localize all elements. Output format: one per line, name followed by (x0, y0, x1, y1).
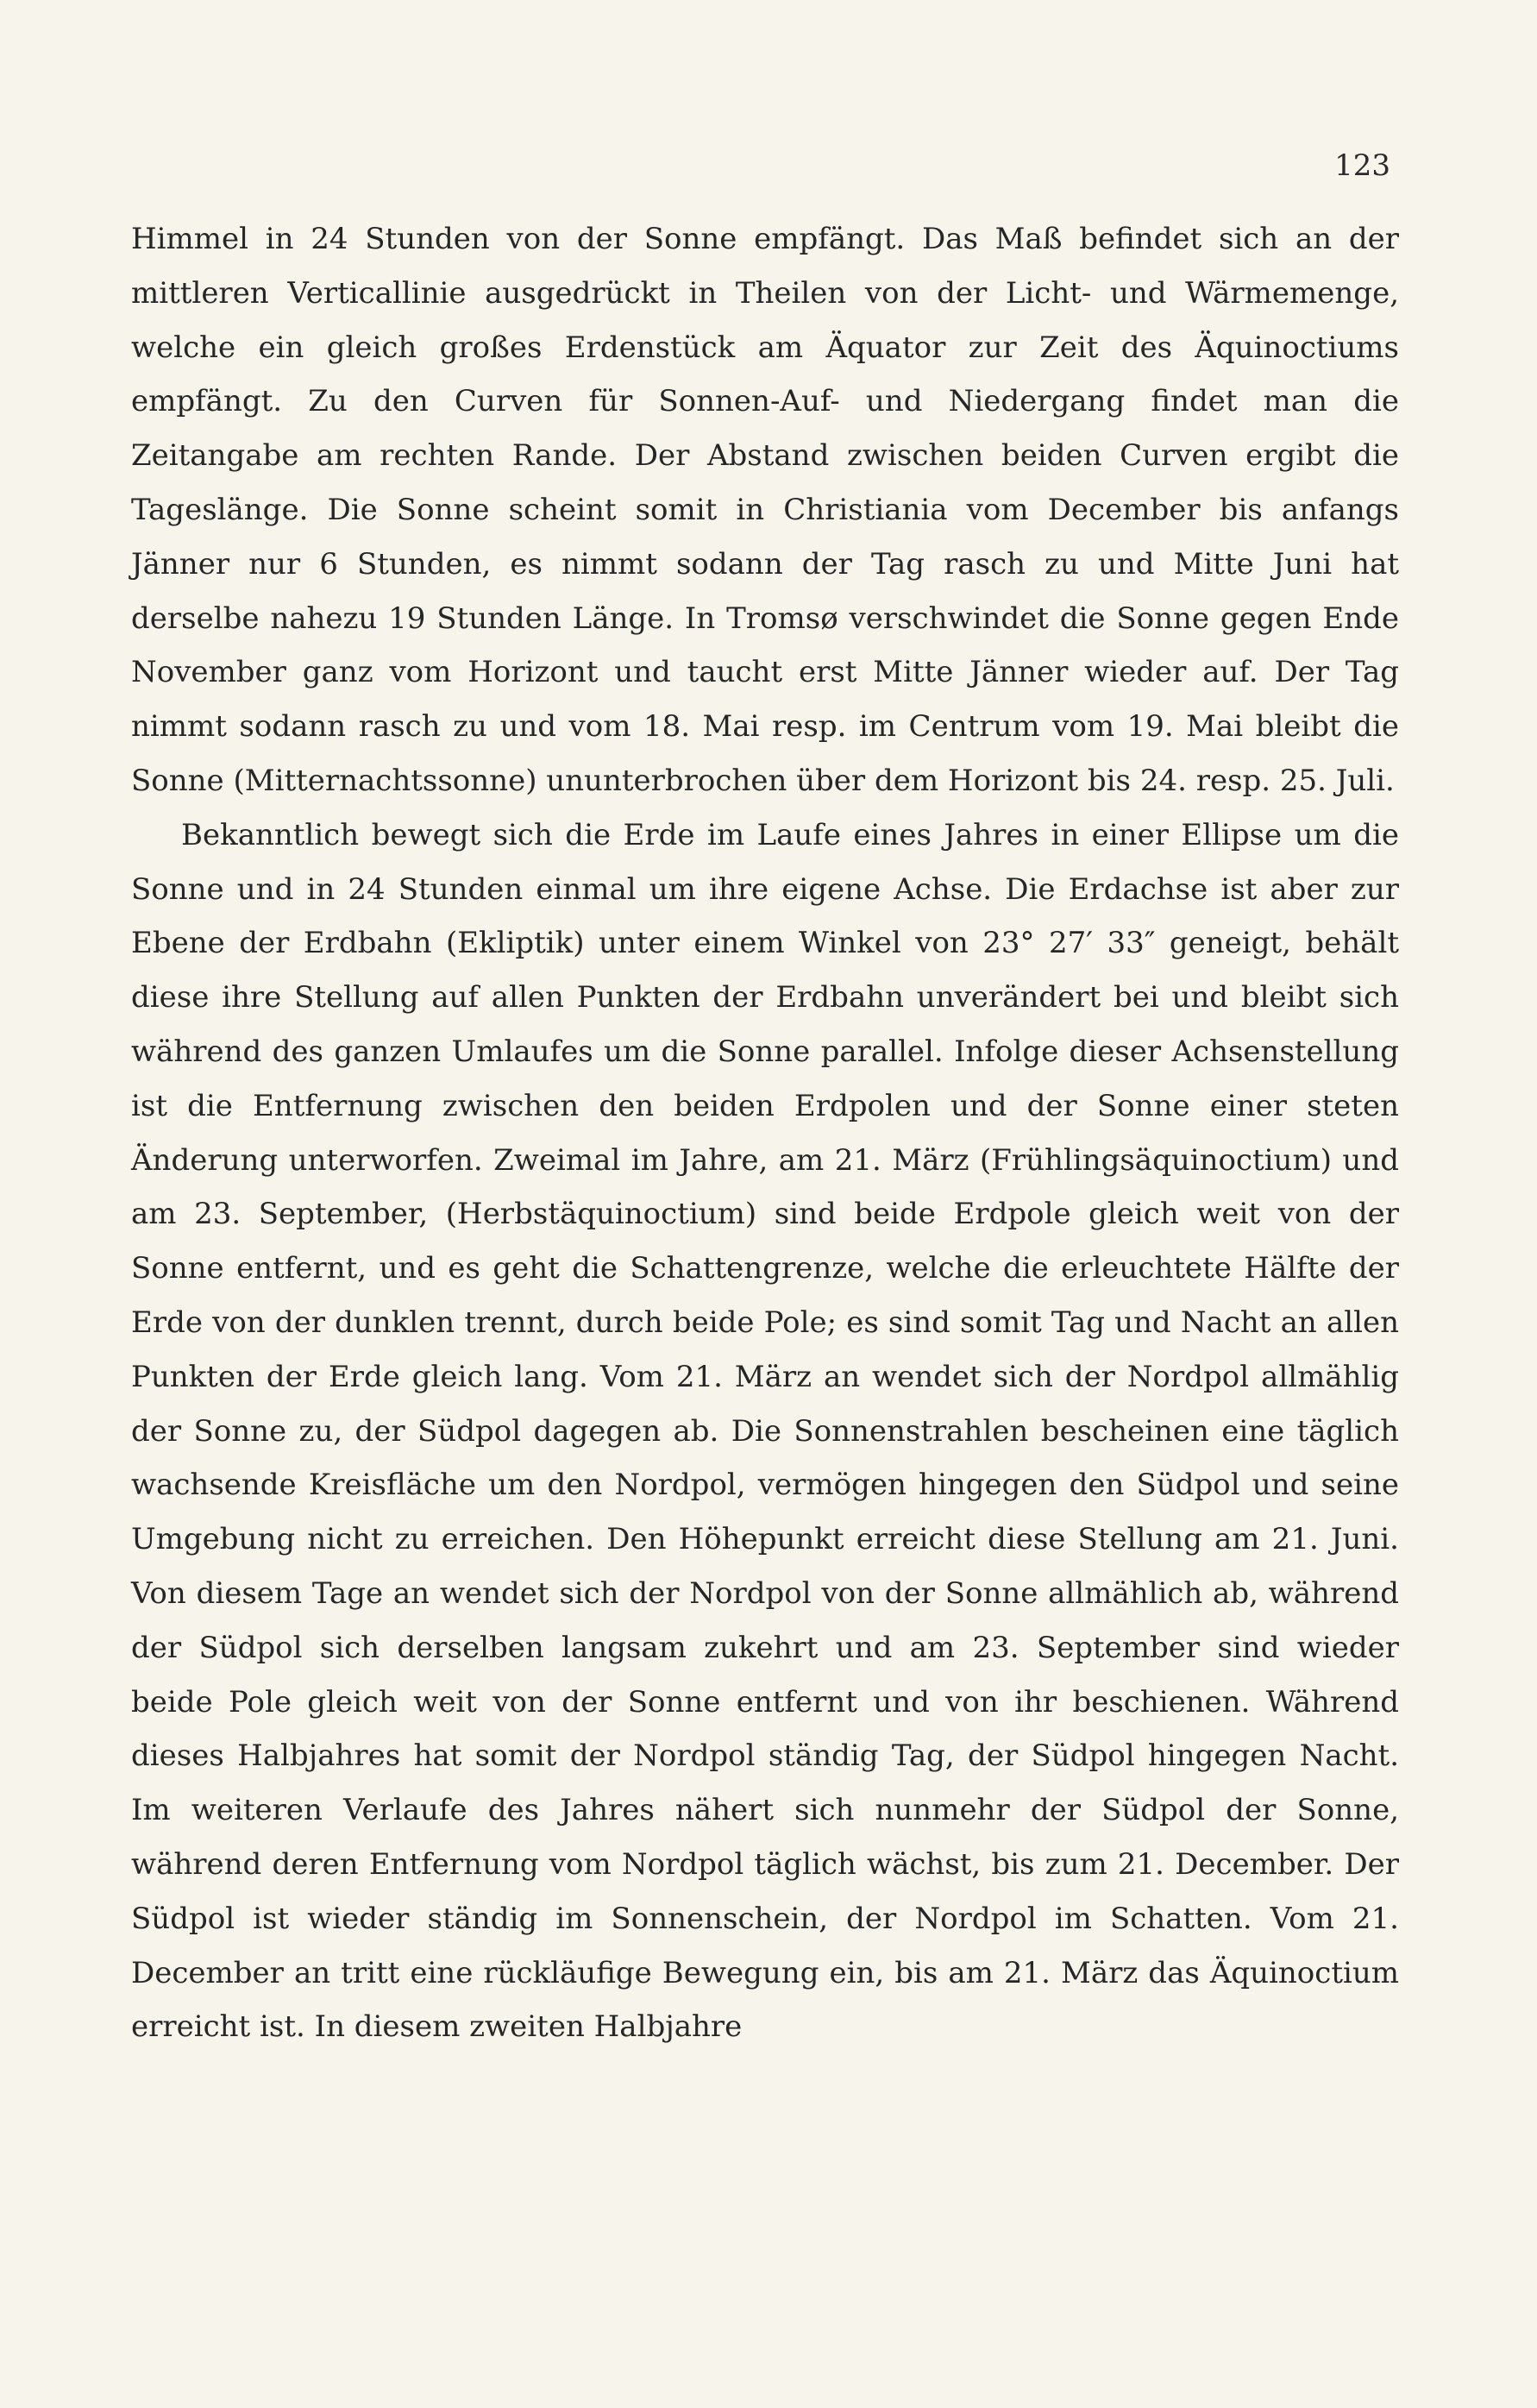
body-text (131, 212, 1399, 2054)
page-number: 123 (1334, 148, 1390, 183)
paragraph-continued: Himmel in 24 Stunden von der Sonne empfängt. Das Maß befindet sich an der mittleren Verticallinie ausgedrückt in Theilen von der Licht- und Wärmemenge, welche ein gleich großes Erdenstück am Äquator zur Zeit des Äquinoctiums empfängt. Zu den Curven für Sonnen-Auf- und Niedergang findet man die Zeitangabe am rechten Rande. Der Abstand zwischen beiden Curven ergibt die Tageslänge. Die Sonne scheint somit in Christiania vom December bis anfangs Jänner nur 6 Stunden, es nimmt sodann der Tag rasch zu und Mitte Juni hat derselbe nahezu 19 Stunden Länge. In Tromsø verschwindet die Sonne gegen Ende November ganz vom Horizont und taucht erst Mitte Jänner wieder auf. Der Tag nimmt sodann rasch zu und vom 18. Mai resp. im Centrum vom 19. Mai bleibt die Sonne (Mitternachtssonne) ununterbrochen über dem Horizont bis 24. resp. 25. Juli. (131, 222, 1399, 798)
paragraph-earth-orbit: Bekanntlich bewegt sich die Erde im Laufe eines Jahres in einer Ellipse um die Sonne und in 24 Stunden einmal um ihre eigene Achse. Die Erdachse ist aber zur Ebene der Erdbahn (Ekliptik) unter einem Winkel von 23° 27′ 33″ geneigt, behält diese ihre Stellung auf allen Punkten der Erdbahn unverändert bei und bleibt sich während des ganzen Umlaufes um die Sonne parallel. Infolge dieser Achsenstellung ist die Entfernung zwischen den beiden Erdpolen und der Sonne einer steten Änderung unterworfen. Zweimal im Jahre, am 21. März (Frühlingsäquinoctium) und am 23. September, (Herbstäquinoctium) sind beide Erdpole gleich weit von der Sonne entfernt, und es geht die Schattengrenze, welche die erleuchtete Hälfte der Erde von der dunklen trennt, durch beide Pole; es sind somit Tag und Nacht an allen Punkten der Erde gleich lang. Vom 21. März an wendet sich der Nordpol allmählig der Sonne zu, der Südpol dagegen ab. Die Sonnenstrahlen bescheinen eine täglich wachsende Kreisfläche um den Nordpol, vermögen hingegen den Südpol und seine Umgebung nicht zu erreichen. Den Höhepunkt erreicht diese Stellung am 21. Juni. Von diesem Tage an wendet sich der Nordpol von der Sonne allmählich ab, während der Südpol sich derselben langsam zukehrt und am 23. September sind wieder beide Pole gleich weit von der Sonne entfernt und von ihr beschienen. Während dieses Halbjahres hat somit der Nordpol ständig Tag, der Südpol hingegen Nacht. Im weiteren Verlaufe des Jahres nähert sich nunmehr der Südpol der Sonne, während deren Entfernung vom Nordpol täglich wächst, bis zum 21. December. Der Südpol ist wieder ständig im Sonnenschein, der Nordpol im Schatten. Vom 21. December an tritt eine rückläufige Bewegung ein, bis am 21. März das Äquinoctium erreicht ist. In diesem zweiten Halbjahre (131, 817, 1399, 2045)
